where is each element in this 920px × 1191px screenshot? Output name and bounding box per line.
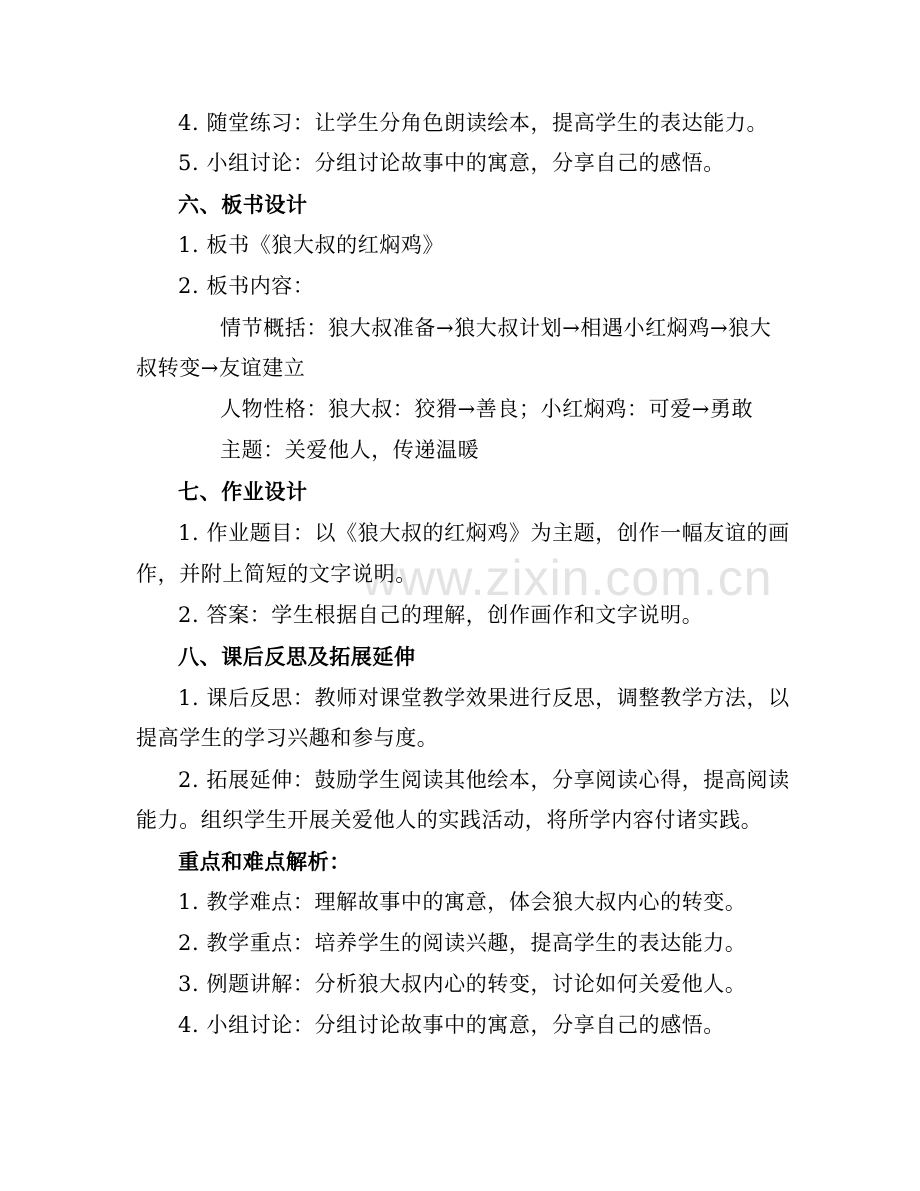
character-traits-line: 人物性格：狼大叔：狡猾→善良；小红焖鸡：可爱→勇敢 xyxy=(220,397,754,421)
difficulty-item: 1. 教学难点：理解故事中的寓意，体会狼大叔内心的转变。 xyxy=(178,890,747,914)
section-heading-reflection: 八、课后反思及拓展延伸 xyxy=(178,644,416,669)
plot-summary-line: 情节概括：狼大叔准备→狼大叔计划→相遇小红焖鸡→狼大 xyxy=(220,316,772,340)
section-heading-board-design: 六、板书设计 xyxy=(178,192,308,217)
theme-line: 主题：关爱他人，传递温暖 xyxy=(220,438,480,462)
plot-summary-continuation: 叔转变→友谊建立 xyxy=(136,356,306,380)
extension-continuation: 能力。组织学生开展关爱他人的实践活动，将所学内容付诸实践。 xyxy=(136,808,763,832)
group-discussion-item: 5. 小组讨论：分组讨论故事中的寓意，分享自己的感悟。 xyxy=(178,151,725,175)
board-content-item: 2. 板书内容： xyxy=(178,274,315,298)
group-discussion-item-2: 4. 小组讨论：分组讨论故事中的寓意，分享自己的感悟。 xyxy=(178,1013,725,1037)
reflection-item: 1. 课后反思：教师对课堂教学效果进行反思，调整教学方法，以 xyxy=(178,686,790,710)
homework-topic-item: 1. 作业题目：以《狼大叔的红焖鸡》为主题，创作一幅友谊的画 xyxy=(178,521,790,545)
reflection-continuation: 提高学生的学习兴趣和参与度。 xyxy=(136,726,439,750)
section-heading-homework: 七、作业设计 xyxy=(178,479,308,504)
board-title-item: 1. 板书《狼大叔的红焖鸡》 xyxy=(178,233,445,257)
section-heading-key-points: 重点和难点解析： xyxy=(178,849,351,874)
homework-topic-continuation: 作，并附上简短的文字说明。 xyxy=(136,562,417,586)
extension-item: 2. 拓展延伸：鼓励学生阅读其他绘本，分享阅读心得，提高阅读 xyxy=(178,768,790,792)
example-item: 3. 例题讲解：分析狼大叔内心的转变，讨论如何关爱他人。 xyxy=(178,972,747,996)
watermark: www.zixin.com.cn xyxy=(362,550,773,606)
key-point-item: 2. 教学重点：培养学生的阅读兴趣，提高学生的表达能力。 xyxy=(178,931,747,955)
homework-answer-item: 2. 答案：学生根据自己的理解，创作画作和文字说明。 xyxy=(178,603,704,627)
practice-item: 4. 随堂练习：让学生分角色朗读绘本，提高学生的表达能力。 xyxy=(178,111,769,135)
